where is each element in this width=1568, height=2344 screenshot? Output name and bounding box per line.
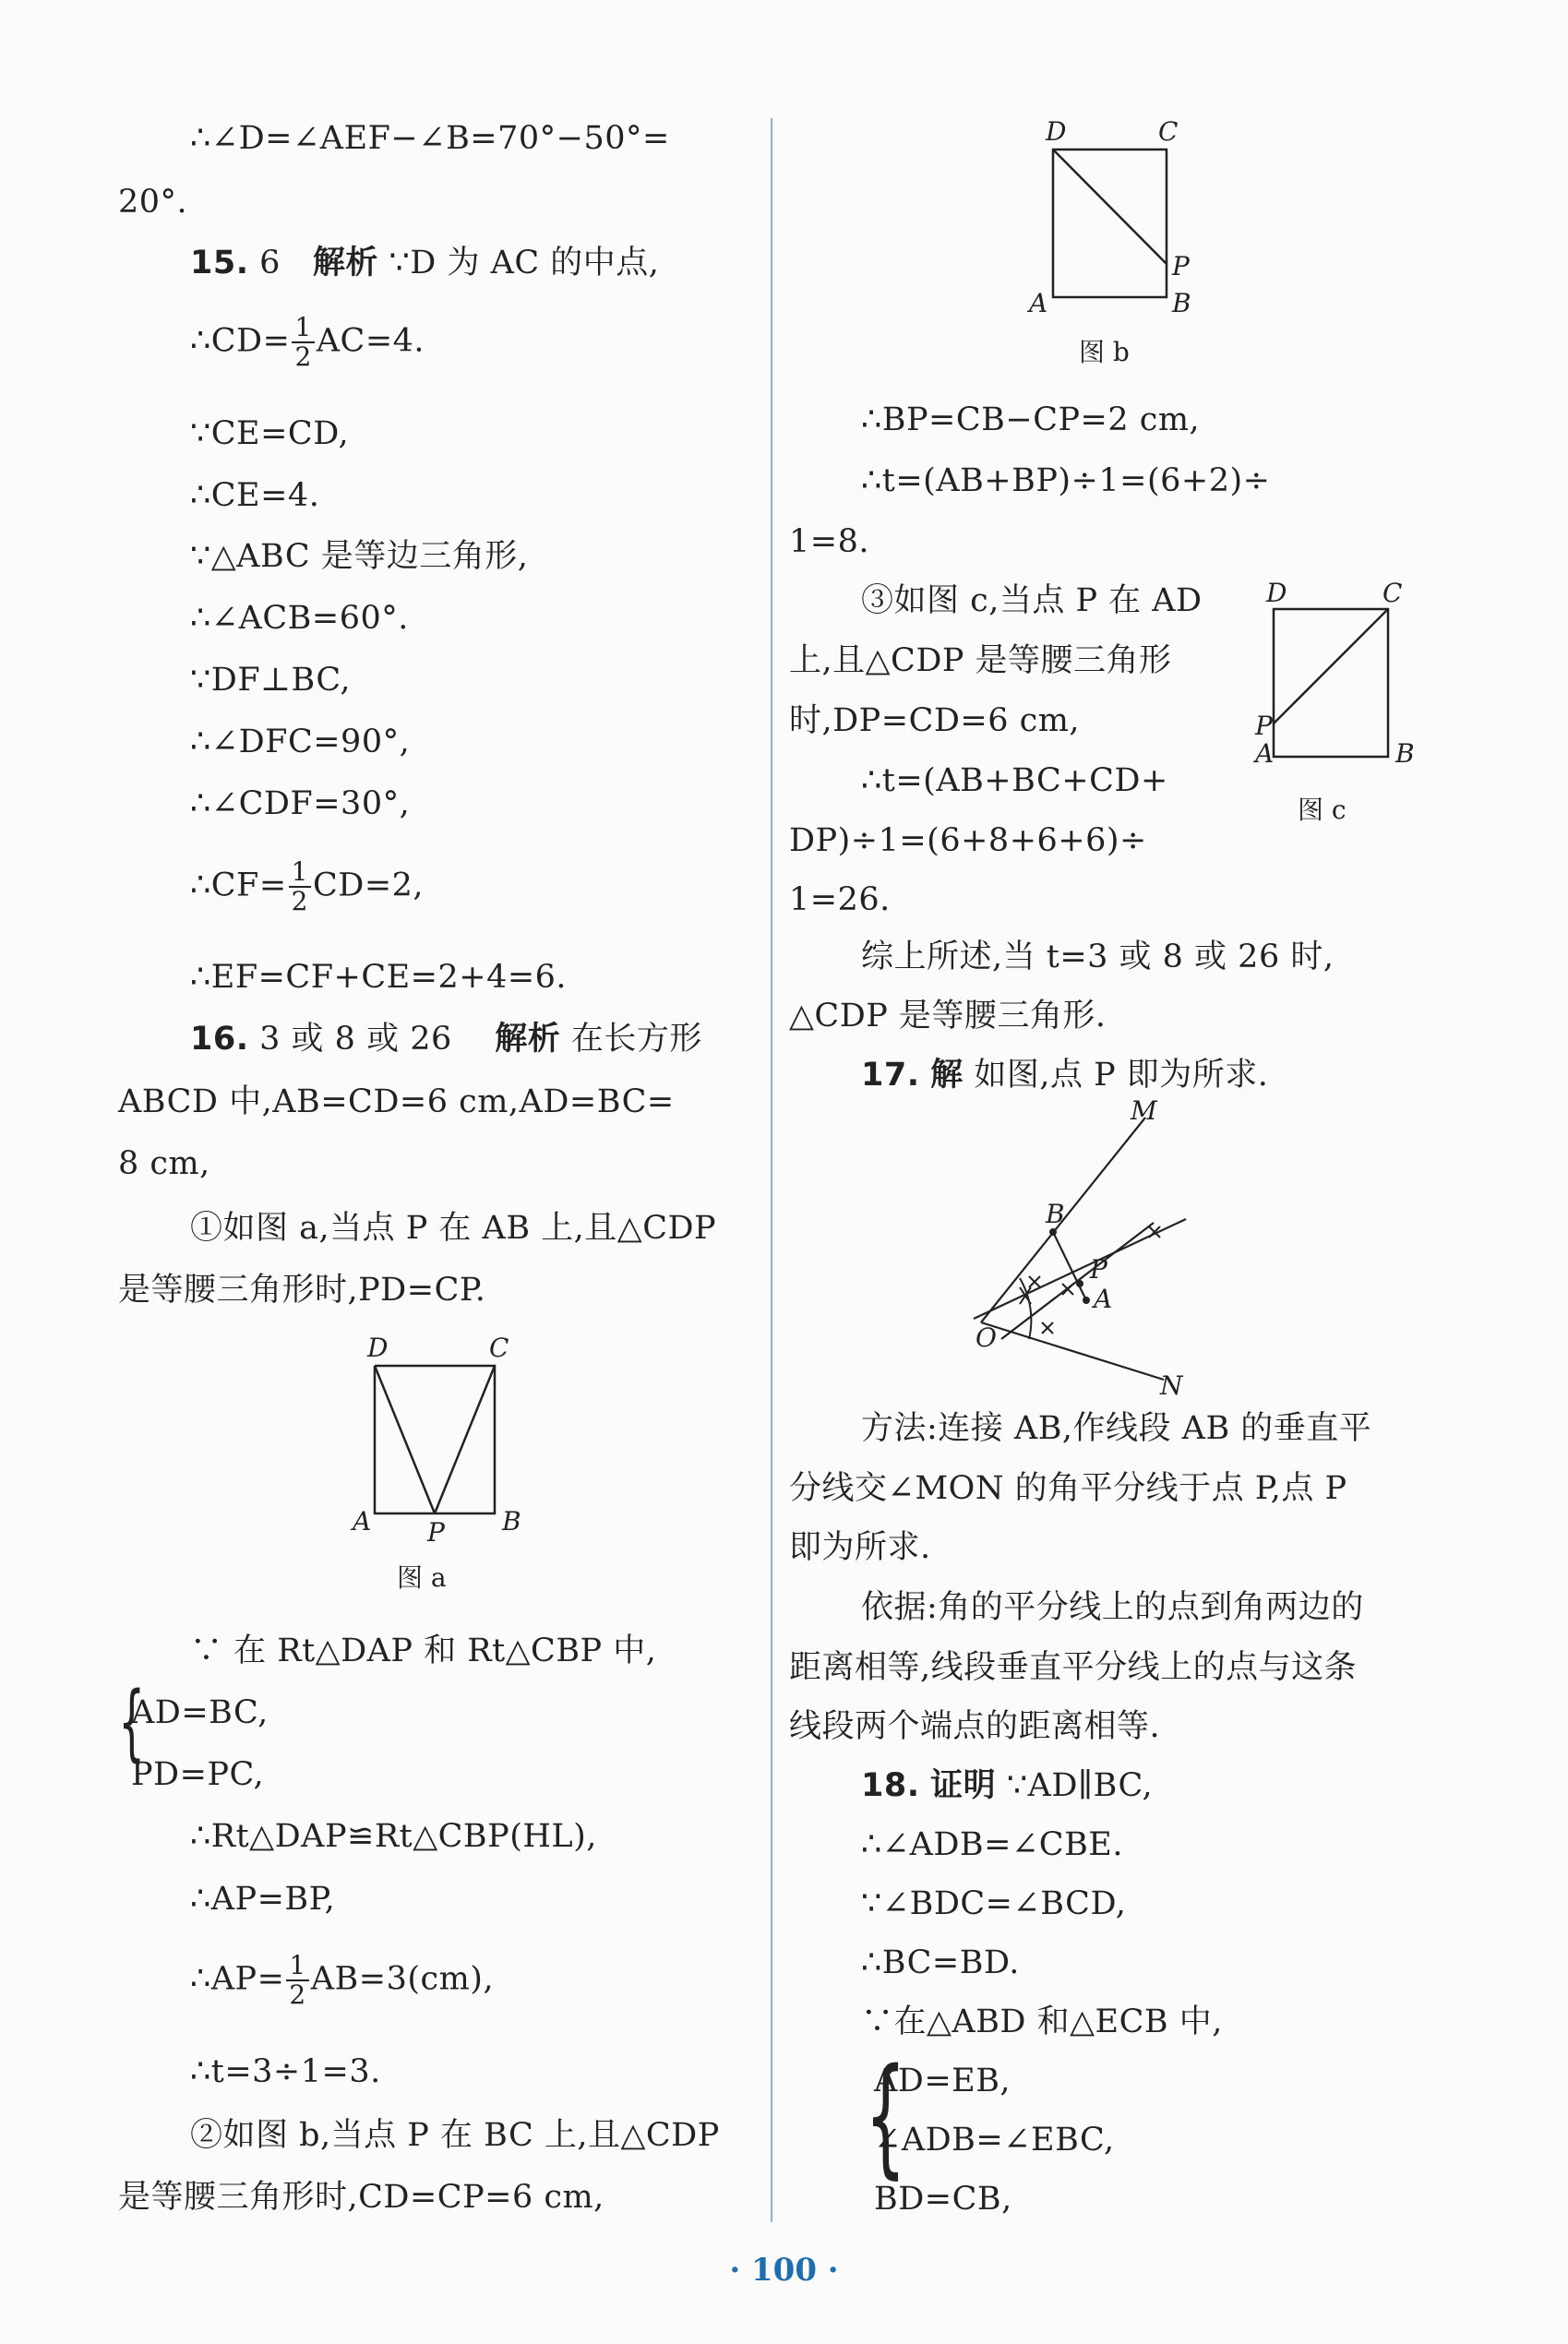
text: 在长方形 [570,1021,702,1058]
text-line: ABCD 中,AB=CD=6 cm,AD=BC= [118,1083,675,1120]
answer: 6 [259,245,281,281]
numerator: 1 [292,314,314,343]
fraction [289,858,311,915]
question-number: 15. [190,245,249,281]
text-line [190,858,424,915]
text-line: ∵∠BDC=∠BCD, [861,1885,1127,1922]
analysis-tag: 解析 [312,245,378,281]
vertex-p: P [1172,251,1190,281]
label-b: B [1046,1199,1065,1229]
text-line: AD=EB, [874,2063,1011,2099]
text-line: ②如图 b,当点 P 在 BC 上,且△CDP [190,2117,720,2154]
text: AB=3(cm), [310,1960,495,1998]
text-line: ∴t=3÷1=3. [190,2053,381,2090]
text-line: 线段两个端点的距离相等. [789,1708,1161,1745]
column-divider [771,118,772,2222]
q17-line [861,1054,1268,1096]
text-line: ∵CE=CD, [190,415,350,452]
text-line: ∵DF⊥BC, [190,662,352,699]
text-line: ∴∠DFC=90°, [190,724,411,760]
text-line: ∴CE=4. [190,477,320,514]
figure-b [1020,109,1195,367]
text-line: 是等腰三角形时,PD=CP. [118,1272,486,1309]
vertex-a: A [1029,288,1048,318]
text-line: ∴∠ADB=∠CBE. [861,1826,1123,1863]
text-line: 20°. [118,184,188,221]
question-number: 18. [861,1767,920,1804]
text: ∵AD∥BC, [1006,1767,1154,1804]
text-line: 是等腰三角形时,CD=CP=6 cm, [118,2179,604,2216]
vertex-a: A [353,1506,372,1537]
q16-line [190,1018,702,1060]
vertex-a: A [1255,738,1275,769]
label-p: P [1090,1254,1107,1285]
figure-a-drawing [340,1329,561,1550]
figure-b-drawing [1020,109,1195,321]
text: ∴CF= [190,867,287,904]
vertex-b: B [1172,288,1191,318]
text-line: ∴t=(AB+BC+CD+ [861,762,1168,799]
denominator: 2 [294,341,312,372]
analysis-tag: 解析 [495,1021,561,1058]
vertex-p: P [427,1517,445,1548]
text-line: 综上所述,当 t=3 或 8 或 26 时, [861,939,1335,975]
text-line: ∴EF=CF+CE=2+4=6. [190,959,568,996]
label-m: M [1131,1095,1157,1126]
text-line: 距离相等,线段垂直平分线上的点与这条 [789,1649,1358,1686]
text-line: 1=26. [789,881,891,918]
figure-caption: 图 b [1079,337,1130,367]
brace: { [865,2041,906,2192]
vertex-c: C [1158,116,1179,147]
question-number: 17. [861,1057,920,1094]
vertex-p: P [1255,711,1273,741]
vertex-d: D [1046,116,1067,147]
vertex-d: D [1266,578,1287,608]
fraction [292,314,314,371]
vertex-c: C [1382,578,1403,608]
question-number: 16. [190,1021,249,1058]
q15-line [190,242,659,284]
text-line: ∵在△ABD 和△ECB 中, [861,2003,1223,2040]
vertex-b: B [1395,738,1415,769]
text: ∵D 为 AC 的中点, [389,245,660,281]
fraction [286,1952,308,2009]
page-number: · 100 · [729,2252,839,2289]
text-line: ∴∠D=∠AEF−∠B=70°−50°= [190,120,670,157]
vertex-b: B [502,1506,521,1537]
figure-angle-construction [964,1095,1204,1401]
text: AC=4. [316,322,425,360]
figure-caption: 图 c [1298,795,1347,825]
text-line: AD=BC, [131,1694,269,1731]
text-line [190,314,425,371]
brace: { [118,1674,145,1771]
text: 如图,点 P 即为所求. [974,1057,1269,1094]
text: ∴CD= [190,322,291,360]
figure-c [1246,572,1415,825]
text-line: ∴t=(AB+BP)÷1=(6+2)÷ [861,462,1271,499]
text-line: ∴AP=BP, [190,1881,336,1918]
denominator: 2 [291,886,308,916]
label-n: N [1160,1370,1183,1401]
text-line: 依据:角的平分线上的点到角两边的 [861,1589,1364,1626]
text-line: ∵ 在 Rt△DAP 和 Rt△CBP 中, [190,1632,657,1669]
text-line: ①如图 a,当点 P 在 AB 上,且△CDP [190,1210,717,1247]
label-a: A [1094,1284,1113,1314]
text-line: 1=8. [789,523,869,560]
text-line: ∴BP=CB−CP=2 cm, [861,401,1201,438]
text-line: ∴BC=BD. [861,1944,1020,1981]
label-o: O [976,1322,997,1353]
text: CD=2, [313,867,425,904]
text-line: 上,且△CDP 是等腰三角形 [789,642,1172,679]
text-line: PD=PC, [131,1756,265,1793]
text-line: ③如图 c,当点 P 在 AD [861,582,1203,619]
figure-caption: 图 a [397,1562,447,1593]
text-line [190,1952,494,2009]
denominator: 2 [289,1979,306,2010]
answer: 3 或 8 或 26 [259,1021,452,1058]
figure-c-drawing [1246,572,1415,775]
text-line: 方法:连接 AB,作线段 AB 的垂直平 [861,1410,1372,1447]
text-line: △CDP 是等腰三角形. [789,998,1107,1034]
text-line: ∴Rt△DAP≌Rt△CBP(HL), [190,1818,597,1855]
text-line: ∴∠CDF=30°, [190,785,411,822]
solution-tag: 解 [930,1057,964,1094]
text-line: 时,DP=CD=6 cm, [789,702,1081,739]
text-line: ∴∠ACB=60°. [190,600,409,637]
numerator: 1 [286,1952,308,1981]
text-line: 分线交∠MON 的角平分线于点 P,点 P [789,1470,1347,1507]
text-line: 即为所求. [789,1529,931,1566]
q18-line [861,1764,1153,1807]
proof-tag: 证明 [930,1767,997,1804]
text-line: 8 cm, [118,1145,210,1182]
text: ∴AP= [190,1960,285,1998]
text-line: ∵△ABC 是等边三角形, [190,538,529,575]
angle-construction-drawing [964,1095,1204,1401]
vertex-d: D [367,1333,389,1363]
numerator: 1 [289,858,311,888]
figure-a [340,1329,561,1593]
text-line: BD=CB, [874,2181,1012,2218]
vertex-c: C [489,1333,509,1363]
text-line: ∠ADB=∠EBC, [874,2122,1115,2159]
text-line: DP)÷1=(6+8+6+6)÷ [789,822,1147,859]
